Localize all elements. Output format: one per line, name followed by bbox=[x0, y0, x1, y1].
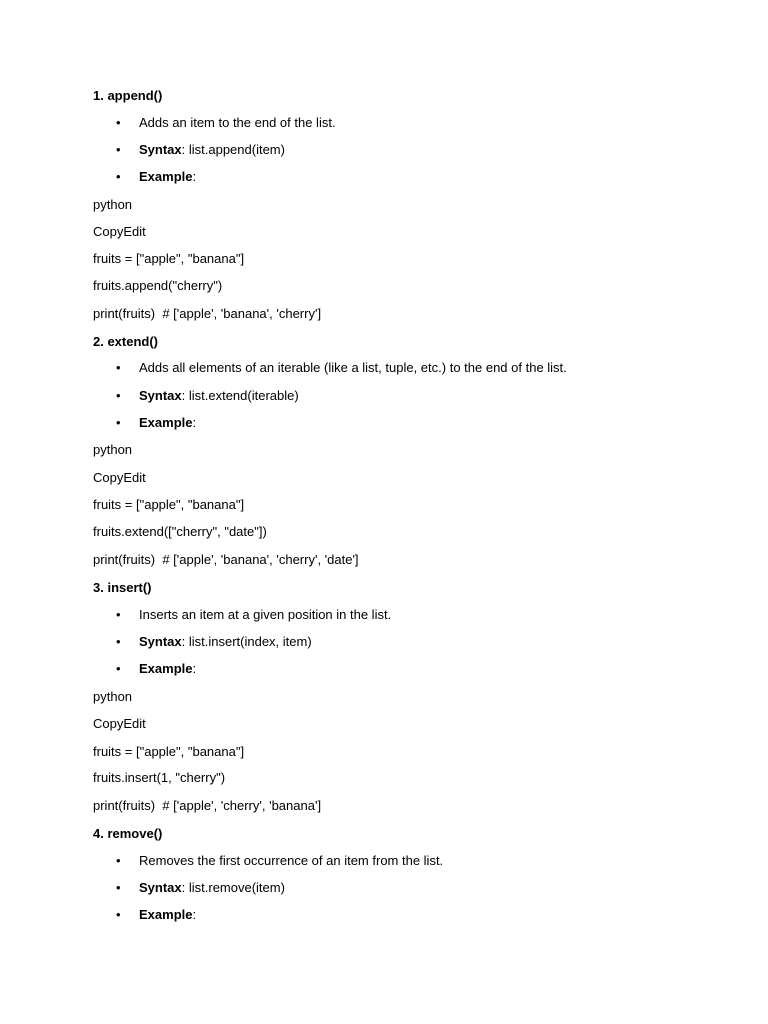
syntax-value: : list.extend(iterable) bbox=[181, 388, 299, 403]
description-text: Adds all elements of an iterable (like a list, tuple, etc.) to the end of the list. bbox=[139, 360, 567, 375]
code-language: python bbox=[93, 442, 133, 457]
section-heading: 2. extend() bbox=[93, 334, 159, 349]
syntax-value: : list.insert(index, item) bbox=[181, 634, 312, 649]
syntax-value: : list.remove(item) bbox=[181, 880, 285, 895]
bullet-icon: • bbox=[116, 388, 121, 403]
example-suffix: : bbox=[192, 661, 197, 676]
section-heading: 1. append() bbox=[93, 88, 163, 103]
code-line: print(fruits) # ['apple', 'banana', 'cherry', 'date'] bbox=[93, 552, 359, 567]
example-label: Example bbox=[139, 169, 193, 184]
syntax-item bbox=[139, 388, 299, 404]
bullet-icon: • bbox=[116, 661, 121, 676]
example-item bbox=[139, 661, 196, 677]
syntax-value: : list.append(item) bbox=[181, 142, 285, 157]
syntax-label: Syntax bbox=[139, 634, 182, 649]
section-heading: 4. remove() bbox=[93, 826, 163, 841]
code-line: fruits = ["apple", "banana"] bbox=[93, 497, 245, 512]
example-suffix: : bbox=[192, 907, 197, 922]
bullet-icon: • bbox=[116, 853, 121, 868]
description-text: Inserts an item at a given position in the list. bbox=[139, 607, 392, 622]
syntax-label: Syntax bbox=[139, 142, 182, 157]
syntax-label: Syntax bbox=[139, 388, 182, 403]
example-suffix: : bbox=[192, 415, 197, 430]
code-language: python bbox=[93, 689, 133, 704]
example-item bbox=[139, 169, 196, 185]
description-text: Removes the first occurrence of an item from the list. bbox=[139, 853, 444, 868]
code-line: fruits.extend(["cherry", "date"]) bbox=[93, 524, 267, 539]
bullet-icon: • bbox=[116, 880, 121, 895]
code-language: python bbox=[93, 197, 133, 212]
syntax-item bbox=[139, 634, 312, 650]
example-suffix: : bbox=[192, 169, 197, 184]
bullet-icon: • bbox=[116, 169, 121, 184]
bullet-icon: • bbox=[116, 415, 121, 430]
code-line: fruits = ["apple", "banana"] bbox=[93, 251, 245, 266]
copy-edit-label: CopyEdit bbox=[93, 224, 146, 239]
example-label: Example bbox=[139, 415, 193, 430]
code-line: print(fruits) # ['apple', 'cherry', 'banana'] bbox=[93, 798, 322, 813]
example-label: Example bbox=[139, 907, 193, 922]
code-line: fruits.insert(1, "cherry") bbox=[93, 770, 226, 785]
bullet-icon: • bbox=[116, 634, 121, 649]
description-text: Adds an item to the end of the list. bbox=[139, 115, 336, 130]
code-line: print(fruits) # ['apple', 'banana', 'cherry'] bbox=[93, 306, 322, 321]
example-item bbox=[139, 907, 196, 923]
example-item bbox=[139, 415, 196, 431]
copy-edit-label: CopyEdit bbox=[93, 716, 146, 731]
copy-edit-label: CopyEdit bbox=[93, 470, 146, 485]
bullet-icon: • bbox=[116, 115, 121, 130]
syntax-label: Syntax bbox=[139, 880, 182, 895]
bullet-icon: • bbox=[116, 142, 121, 157]
bullet-icon: • bbox=[116, 360, 121, 375]
bullet-icon: • bbox=[116, 907, 121, 922]
bullet-icon: • bbox=[116, 607, 121, 622]
code-line: fruits = ["apple", "banana"] bbox=[93, 744, 245, 759]
code-line: fruits.append("cherry") bbox=[93, 278, 223, 293]
section-heading: 3. insert() bbox=[93, 580, 152, 595]
syntax-item bbox=[139, 880, 285, 896]
syntax-item bbox=[139, 142, 285, 158]
example-label: Example bbox=[139, 661, 193, 676]
